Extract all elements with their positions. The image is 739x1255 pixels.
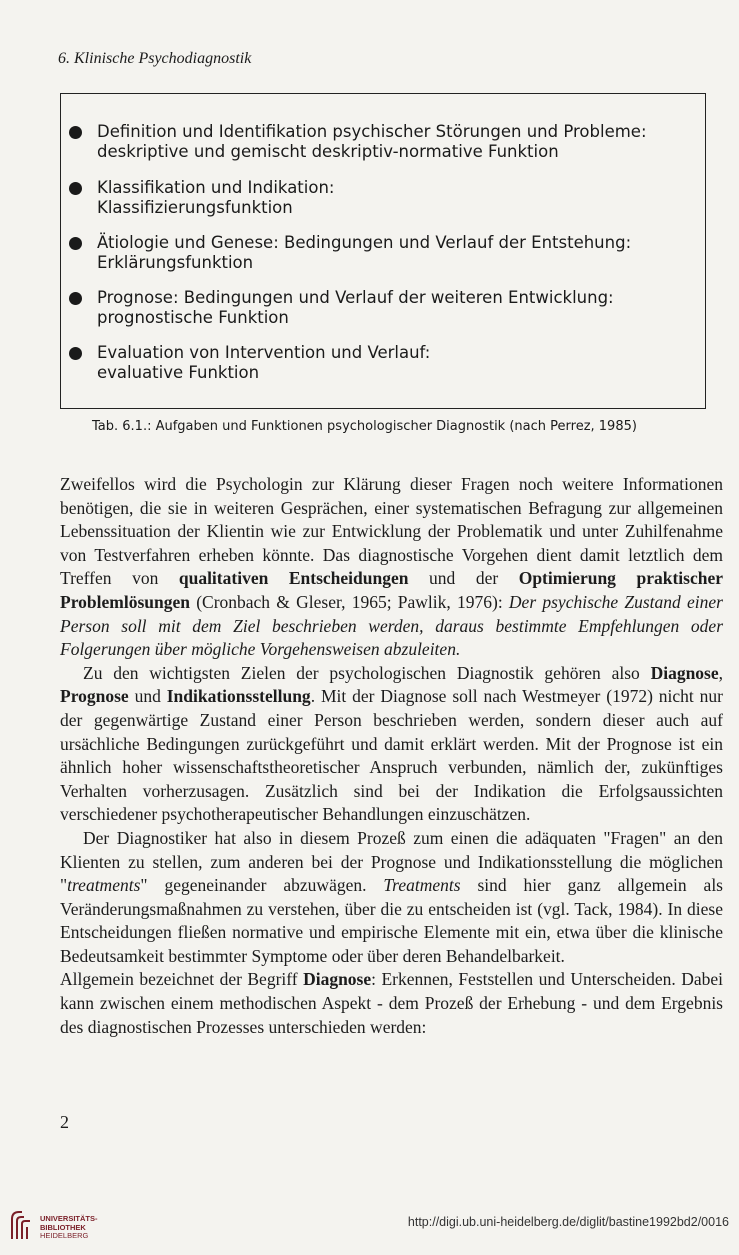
running-header: 6. Klinische Psychodiagnostik	[58, 50, 252, 67]
functions-table-box	[60, 93, 706, 409]
library-logo[interactable]	[8, 1207, 128, 1245]
bullet-icon	[69, 292, 82, 305]
bullet-icon	[69, 347, 82, 360]
bullet-icon	[69, 237, 82, 250]
bullet-icon	[69, 182, 82, 195]
list-item: Klassifikation und Indikation: Klassifizierungsfunktion	[97, 178, 687, 218]
table-caption: Tab. 6.1.: Aufgaben und Funktionen psychologischer Diagnostik (nach Perrez, 1985)	[92, 419, 637, 434]
paragraph: Zweifellos wird die Psychologin zur Klärung dieser Fragen noch weitere Informationen benötigen, die sie in weiteren Gesprächen, einer systematischen Befragung zur allgemeinen Lebenssituation der Klientin wie zur Entwicklung der Problematik und unter Zuhilfenahme von Testverfahren erheben könnte. Das diagnostische Vorgehen dient damit letztlich dem Treffen von qualitativen Entscheidungen und der Optimierung praktischer Problemlösungen (Cronbach & Gleser, 1965; Pawlik, 1976): Der psychische Zustand einer Person soll mit dem Ziel beschrieben werden, daraus bestimmte Empfehlungen oder Folgerungen über mögliche Vorgehensweisen abzuleiten.	[60, 474, 723, 660]
list-item: Definition und Identifikation psychischer Störungen und Probleme: deskriptive und gemischt deskriptiv-normative Funktion	[97, 122, 687, 162]
list-item: Ätiologie und Genese: Bedingungen und Verlauf der Entstehung: Erklärungsfunktion	[97, 233, 687, 273]
source-url-link[interactable]: http://digi.ub.uni-heidelberg.de/diglit/bastine1992bd2/0016	[407, 1215, 729, 1229]
paragraph: Allgemein bezeichnet der Begriff Diagnose: Erkennen, Feststellen und Unterscheiden. Dabei kann zwischen einem methodischen Aspekt - dem Prozeß der Erhebung - und dem Ergebnis des diagnostischen Prozesses unterschieden werden:	[60, 969, 724, 1037]
list-item: Evaluation von Intervention und Verlauf: evaluative Funktion	[97, 343, 687, 383]
library-logo-icon	[8, 1209, 34, 1241]
paragraph: Der Diagnostiker hat also in diesem Prozeß zum einen die adäquaten "Fragen" an den Klienten zu stellen, zum anderen bei der Prognose und Indikationsstellung die möglichen "treatments" gegeneinander abzuwägen. Treatments sind hier ganz allgemein als Veränderungsmaßnahmen zu verstehen, über die zu entscheiden ist (vgl. Tack, 1984). In diese Entscheidungen fließen normative und empirische Elemente mit ein, etwa über die klinische Bedeutsamkeit bestimmter Symptome oder über deren Behandelbarkeit.	[60, 827, 723, 966]
paragraph: Zu den wichtigsten Zielen der psychologischen Diagnostik gehören also Diagnose, Prognose und Indikationsstellung. Mit der Diagnose soll nach Westmeyer (1972) nicht nur der gegenwärtige Zustand einer Person beschrieben werden, sondern dieser auch auf ursächliche Bedingungen zurückgeführt und damit erklärt werden. Mit der Prognose ist ein ähnlich hoher wissenschaftstheoretischer Anspruch verbunden, nämlich der, zukünftiges Verhalten vorherzusagen. Zusätzlich sind bei der Indikation die Erfolgsaussichten verschiedener psychotherapeutischer Behandlungen einzuschätzen.	[60, 662, 724, 825]
body-text	[60, 473, 723, 1039]
page-number: 2	[60, 1112, 69, 1132]
bullet-icon	[69, 126, 82, 139]
list-item: Prognose: Bedingungen und Verlauf der weiteren Entwicklung: prognostische Funktion	[97, 288, 687, 328]
library-logo-text: UNIVERSITÄTS- BIBLIOTHEK HEIDELBERG	[40, 1214, 98, 1240]
